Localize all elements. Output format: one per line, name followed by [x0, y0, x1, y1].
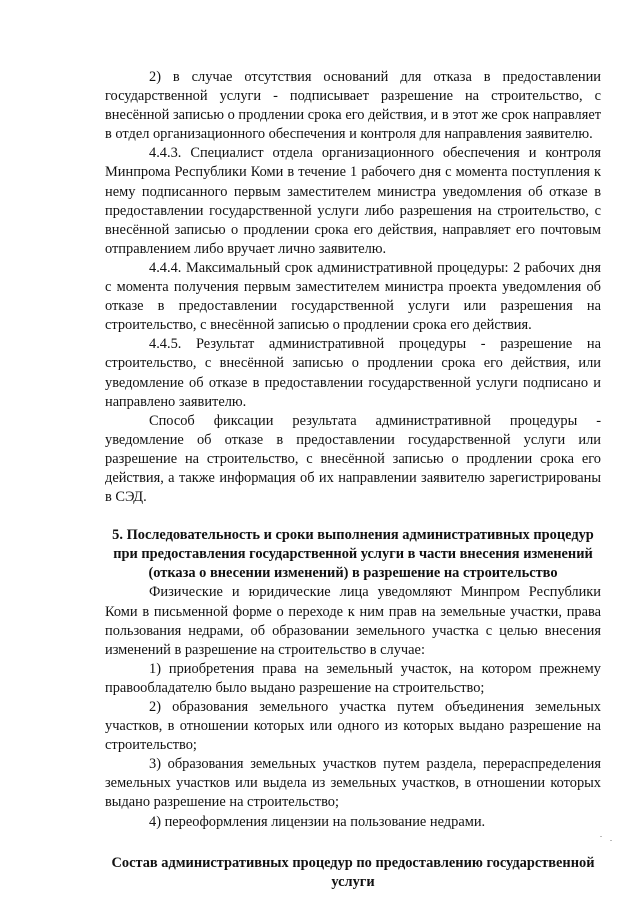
scan-speck	[610, 840, 612, 841]
paragraph-4-4-4: 4.4.4. Максимальный срок административной процедуры: 2 рабочих дня с момента получения первым заместителем министра проекта уведомления об отказе в предоставлении государственной услуги или разрешения на строительство, с внесённой записью о продлении срока его действия.	[105, 259, 601, 334]
scan-speck	[600, 836, 602, 837]
final-section-heading: Состав административных процедур по предоставлению государственной услуги	[111, 854, 595, 890]
list-item-3: 3) образования земельных участков путем раздела, перераспределения земельных участков или выдела из земельных участков, в отношении которых выдано разрешение на строительство;	[105, 756, 601, 811]
paragraph-4-4-3: 4.4.3. Специалист отдела организационного обеспечения и контроля Минпрома Республики Коми в течение 1 рабочего дня с момента поступления к нему подписанного первым заместителем министра уведомления об отказе в предоставлении государственной услуги либо разрешения на строительство, с внесённой записью о продлении срока его действия, направляет его почтовым отправлением либо вручает лично заявителю.	[105, 145, 601, 257]
paragraph-fixation-method: Способ фиксации результата административной процедуры - уведомление об отказе в предоставлении государственной услуги или разрешение на строительство, с внесённой записью о продлении срока его действия, а также информация об их направлении заявителю зарегистрированы в СЭД.	[105, 412, 601, 506]
section-5-heading: 5. Последовательность и сроки выполнения административных процедур при предоставления государственной услуги в части внесения изменений (отказа о внесении изменений) в разрешение на строительство	[112, 527, 594, 582]
document-body	[105, 68, 601, 892]
spacer	[105, 832, 601, 854]
list-item-4: 4) переоформления лицензии на пользование недрами.	[149, 813, 486, 830]
paragraph-4-4-5: 4.4.5. Результат административной процедуры - разрешение на строительство, с внесённой записью о продлении срока его действия, или уведомление об отказе в предоставлении государственной услуги подписано и направлено заявителю.	[105, 336, 601, 410]
list-item-1: 1) приобретения права на земельный участок, на котором прежнему правообладателю было выдано разрешение на строительство;	[105, 660, 601, 696]
spacer	[105, 507, 601, 526]
section-5-intro: Физические и юридические лица уведомляют Минпром Республики Коми в письменной форме о переходе к ним прав на земельные участки, права пользования недрами, об образовании земельного участка с целью внесения изменений в разрешение на строительство в случае:	[105, 584, 601, 658]
list-item-2: 2) образования земельного участка путем объединения земельных участков, в отношении которых или одного из которых выдано разрешение на строительство;	[105, 699, 601, 754]
paragraph-approval-signing: 2) в случае отсутствия оснований для отказа в предоставлении государственной услуги - подписывает разрешение на строительство, с внесённой записью о продлении срока его действия, и в этот же срок направляет в отдел организационного обеспечения и контроля для направления заявителю.	[105, 69, 601, 143]
